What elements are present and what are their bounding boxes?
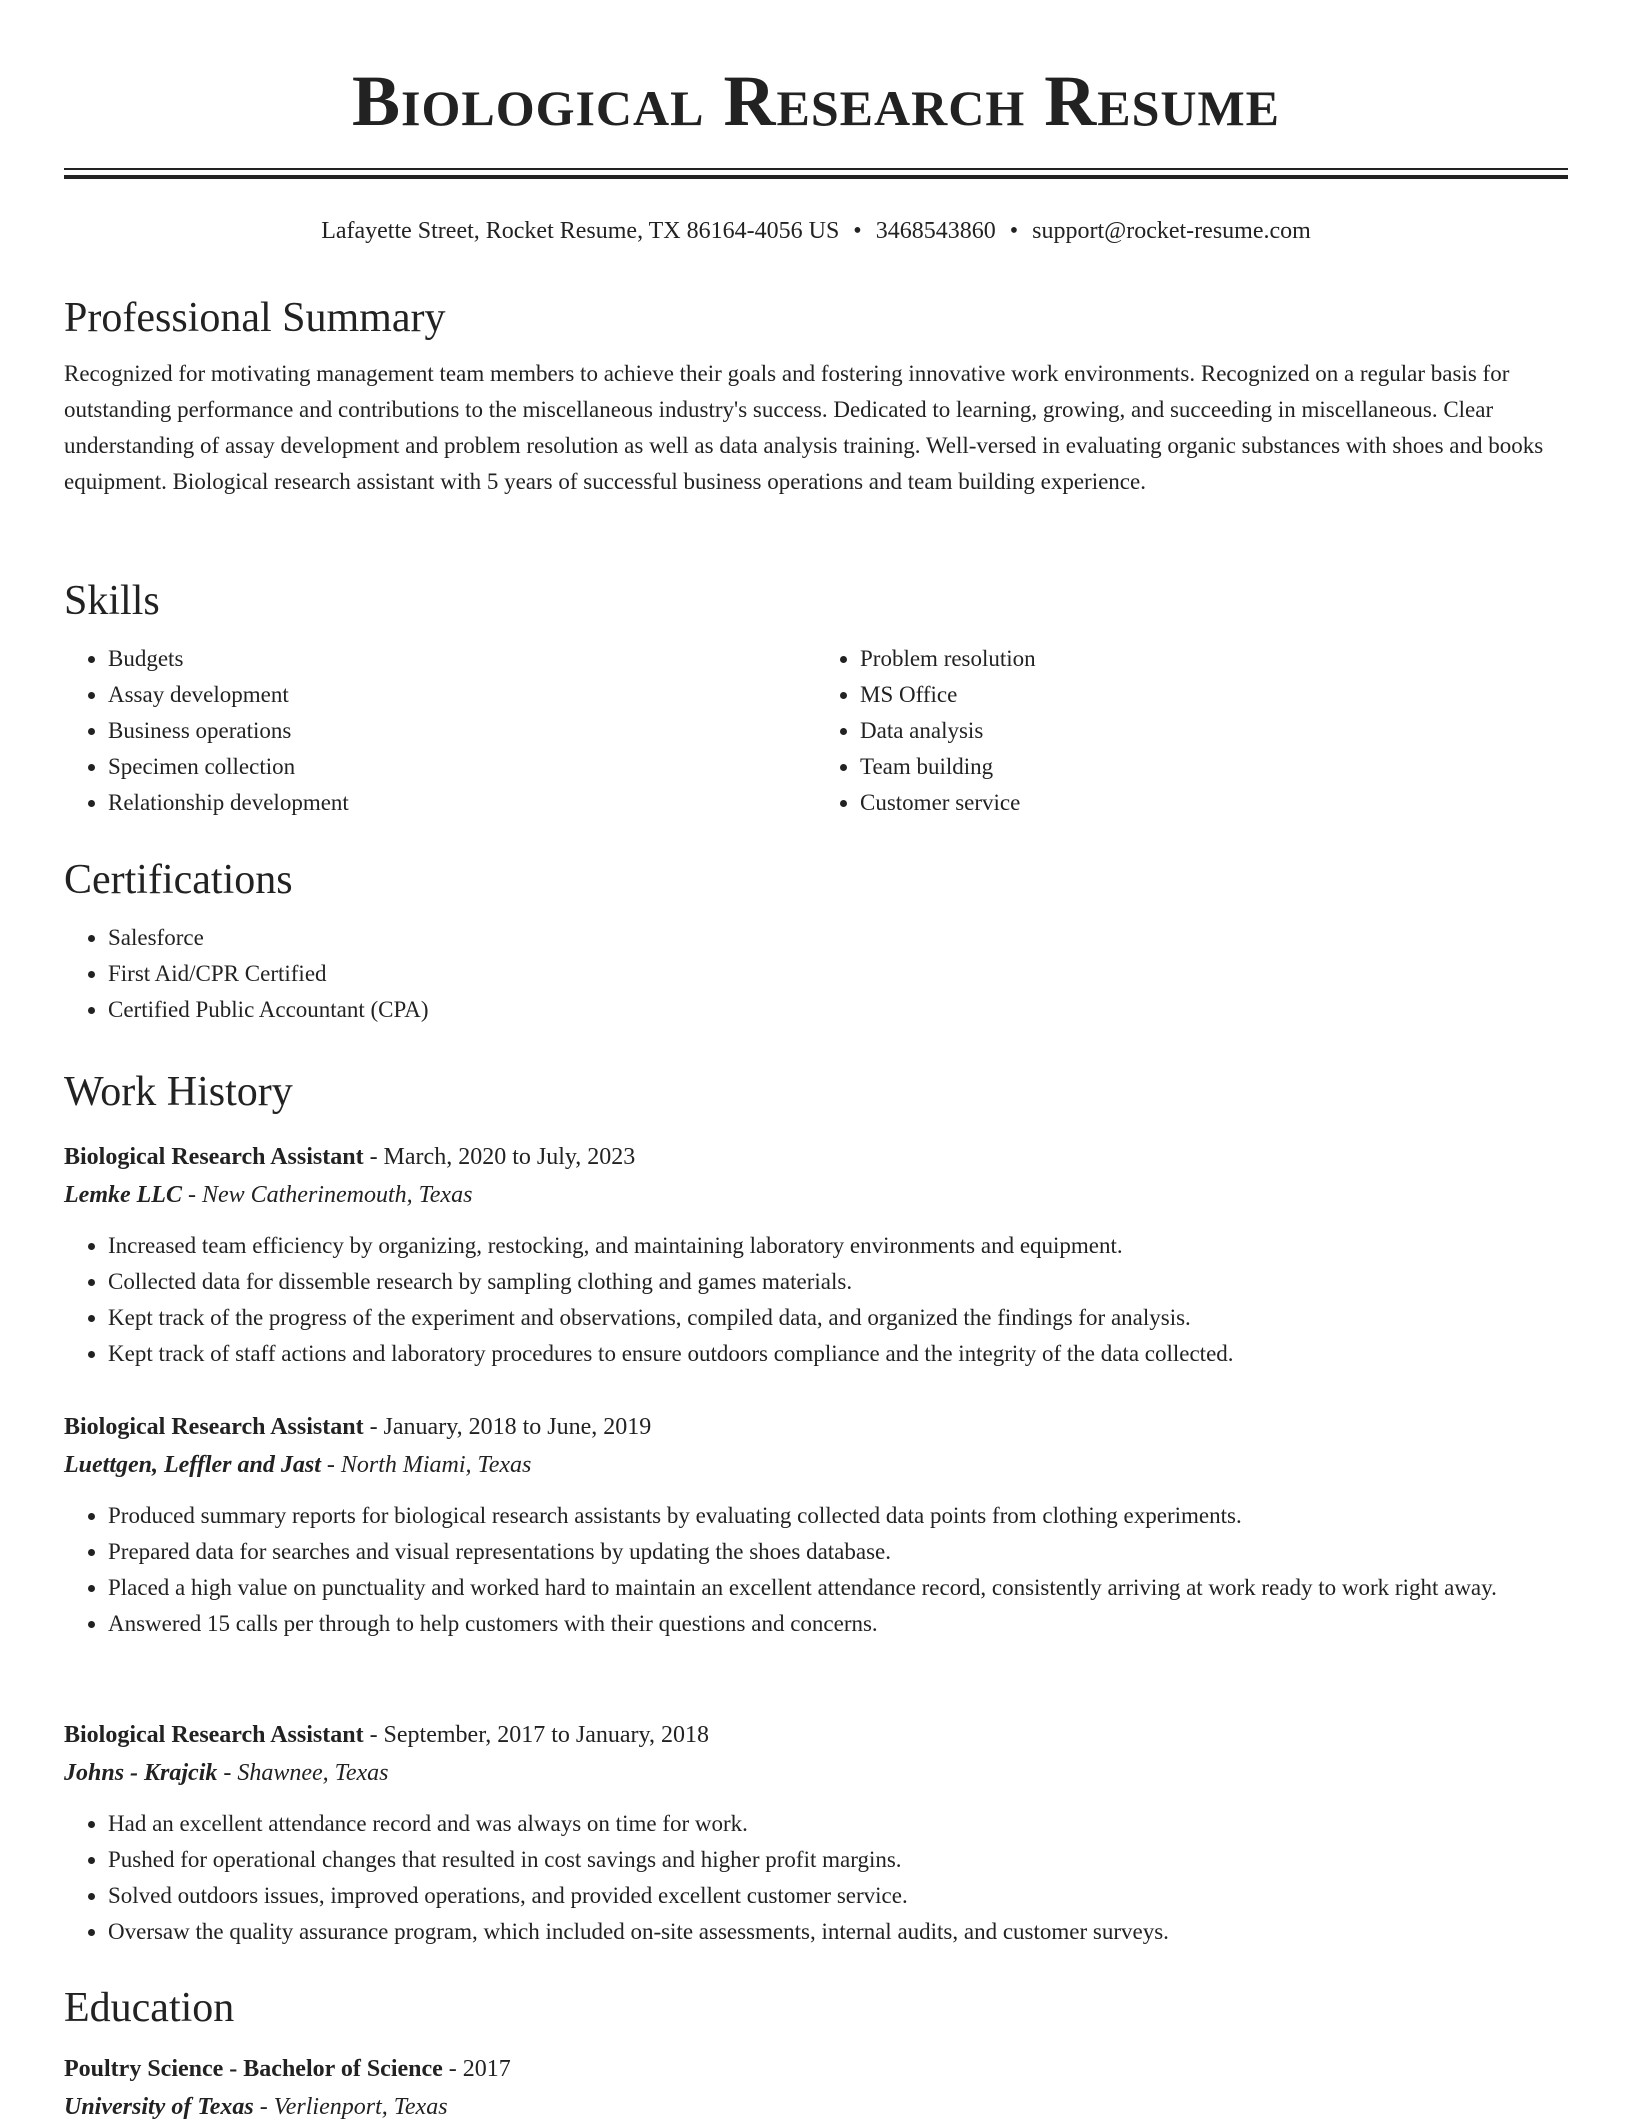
certifications-list [64,920,1568,1028]
contact-phone: 3468543860 [875,218,996,244]
job-title: Biological Research Assistant [64,1414,364,1440]
skill-item: • Relationship development [108,785,816,821]
job-title: Biological Research Assistant [64,1144,364,1170]
job-duties-list [64,1806,1568,1950]
job-duty: • Collected data for dissemble research by sampling clothing and games materials. [108,1264,1568,1300]
education-degree: Poultry Science - Bachelor of Science [64,2056,443,2082]
job-title-line [64,1138,1568,1176]
job-dates: - January, 2018 to June, 2019 [363,1414,652,1440]
skills-columns [64,641,1568,821]
bullet-separator: • [853,218,862,244]
section-heading-work-history: Work History [64,1069,293,1115]
skill-item: • Business operations [108,713,816,749]
job-company-line [64,1754,1568,1792]
certification-item: • Certified Public Accountant (CPA) [108,992,1568,1028]
work-history-section [64,1066,1568,1118]
skills-section [64,575,1568,821]
job-duty: • Oversaw the quality assurance program, which included on-site assessments, internal audits, and customer surveys. [108,1914,1568,1950]
education-school-line [64,2088,1568,2126]
job-location: - New Catherinemouth, Texas [181,1182,473,1208]
title-rule-thin [64,168,1568,170]
skill-item: • Specimen collection [108,749,816,785]
job-title-line [64,1408,1568,1446]
section-heading-certifications: Certifications [64,857,293,903]
skills-list-left [64,641,816,821]
education-year: - 2017 [442,2056,511,2082]
skill-item: • Data analysis [860,713,1568,749]
certifications-section [64,854,1568,1028]
job-entry [64,1716,1568,1950]
job-duties-list [64,1228,1568,1372]
education-section [64,1982,1568,2126]
job-duty: • Kept track of staff actions and laboratory procedures to ensure outdoors compliance and the integrity of the data collected. [108,1336,1568,1372]
bullet-separator: • [1009,218,1019,244]
job-company-line [64,1446,1568,1484]
skill-item: • Budgets [108,641,816,677]
skills-list-right [816,641,1568,821]
summary-section [64,292,1568,500]
job-duty: • Increased team efficiency by organizing, restocking, and maintaining laboratory environments and equipment. [108,1228,1568,1264]
job-dates: - March, 2020 to July, 2023 [363,1144,636,1170]
job-duty: • Answered 15 calls per through to help customers with their questions and concerns. [108,1606,1568,1642]
title-rule-thick [64,175,1568,179]
resume-page [64,0,1568,2120]
skill-item: • Customer service [860,785,1568,821]
job-company: Lemke LLC [64,1182,182,1208]
contact-address: Lafayette Street, Rocket Resume, TX 86164-4056 US [321,218,840,244]
job-duty: • Produced summary reports for biological research assistants by evaluating collected data points from clothing experiments. [108,1498,1568,1534]
job-duty: • Pushed for operational changes that resulted in cost savings and higher profit margins. [108,1842,1568,1878]
section-heading-skills: Skills [64,578,160,624]
job-location: - Shawnee, Texas [217,1760,389,1786]
skill-item: • Team building [860,749,1568,785]
job-dates: - September, 2017 to January, 2018 [363,1722,709,1748]
job-location: - North Miami, Texas [320,1452,532,1478]
job-company: Johns - Krajcik [64,1760,218,1786]
section-heading-summary: Professional Summary [64,295,446,341]
education-location: - Verlienport, Texas [253,2094,448,2120]
skill-item: • Problem resolution [860,641,1568,677]
education-school: University of Texas [64,2094,254,2120]
job-duty: • Had an excellent attendance record and was always on time for work. [108,1806,1568,1842]
job-title-line [64,1716,1568,1754]
skill-item: • MS Office [860,677,1568,713]
contact-line [64,214,1568,248]
certification-item: • Salesforce [108,920,1568,956]
job-duties-list [64,1498,1568,1642]
education-degree-line [64,2050,1568,2088]
certification-item: • First Aid/CPR Certified [108,956,1568,992]
job-duty: • Placed a high value on punctuality and worked hard to maintain an excellent attendance record, consistently arriving at work ready to work right away. [108,1570,1568,1606]
job-entry [64,1138,1568,1372]
contact-email: support@rocket-resume.com [1032,218,1311,244]
section-heading-education: Education [64,1985,235,2031]
resume-title: Biological Research Resume [351,61,1281,141]
job-duty: • Solved outdoors issues, improved operations, and provided excellent customer service. [108,1878,1568,1914]
summary-text: Recognized for motivating management team members to achieve their goals and fostering innovative work environments. Recognized on a regular basis for outstanding performance and contributions to the miscellaneous industry's success. Dedicated to learning, growing, and succeeding in miscellaneous. Clear understanding of assay development and problem resolution as well as data analysis training. Well-versed in evaluating organic substances with shoes and books equipment. Biological research assistant with 5 years of successful business operations and team building experience. [64,361,1544,494]
job-company-line [64,1176,1568,1214]
job-duty: • Kept track of the progress of the experiment and observations, compiled data, and organized the findings for analysis. [108,1300,1568,1336]
job-duty: • Prepared data for searches and visual representations by updating the shoes database. [108,1534,1568,1570]
job-title: Biological Research Assistant [64,1722,364,1748]
skill-item: • Assay development [108,677,816,713]
job-company: Luettgen, Leffler and Jast [64,1452,321,1478]
job-entry [64,1408,1568,1642]
